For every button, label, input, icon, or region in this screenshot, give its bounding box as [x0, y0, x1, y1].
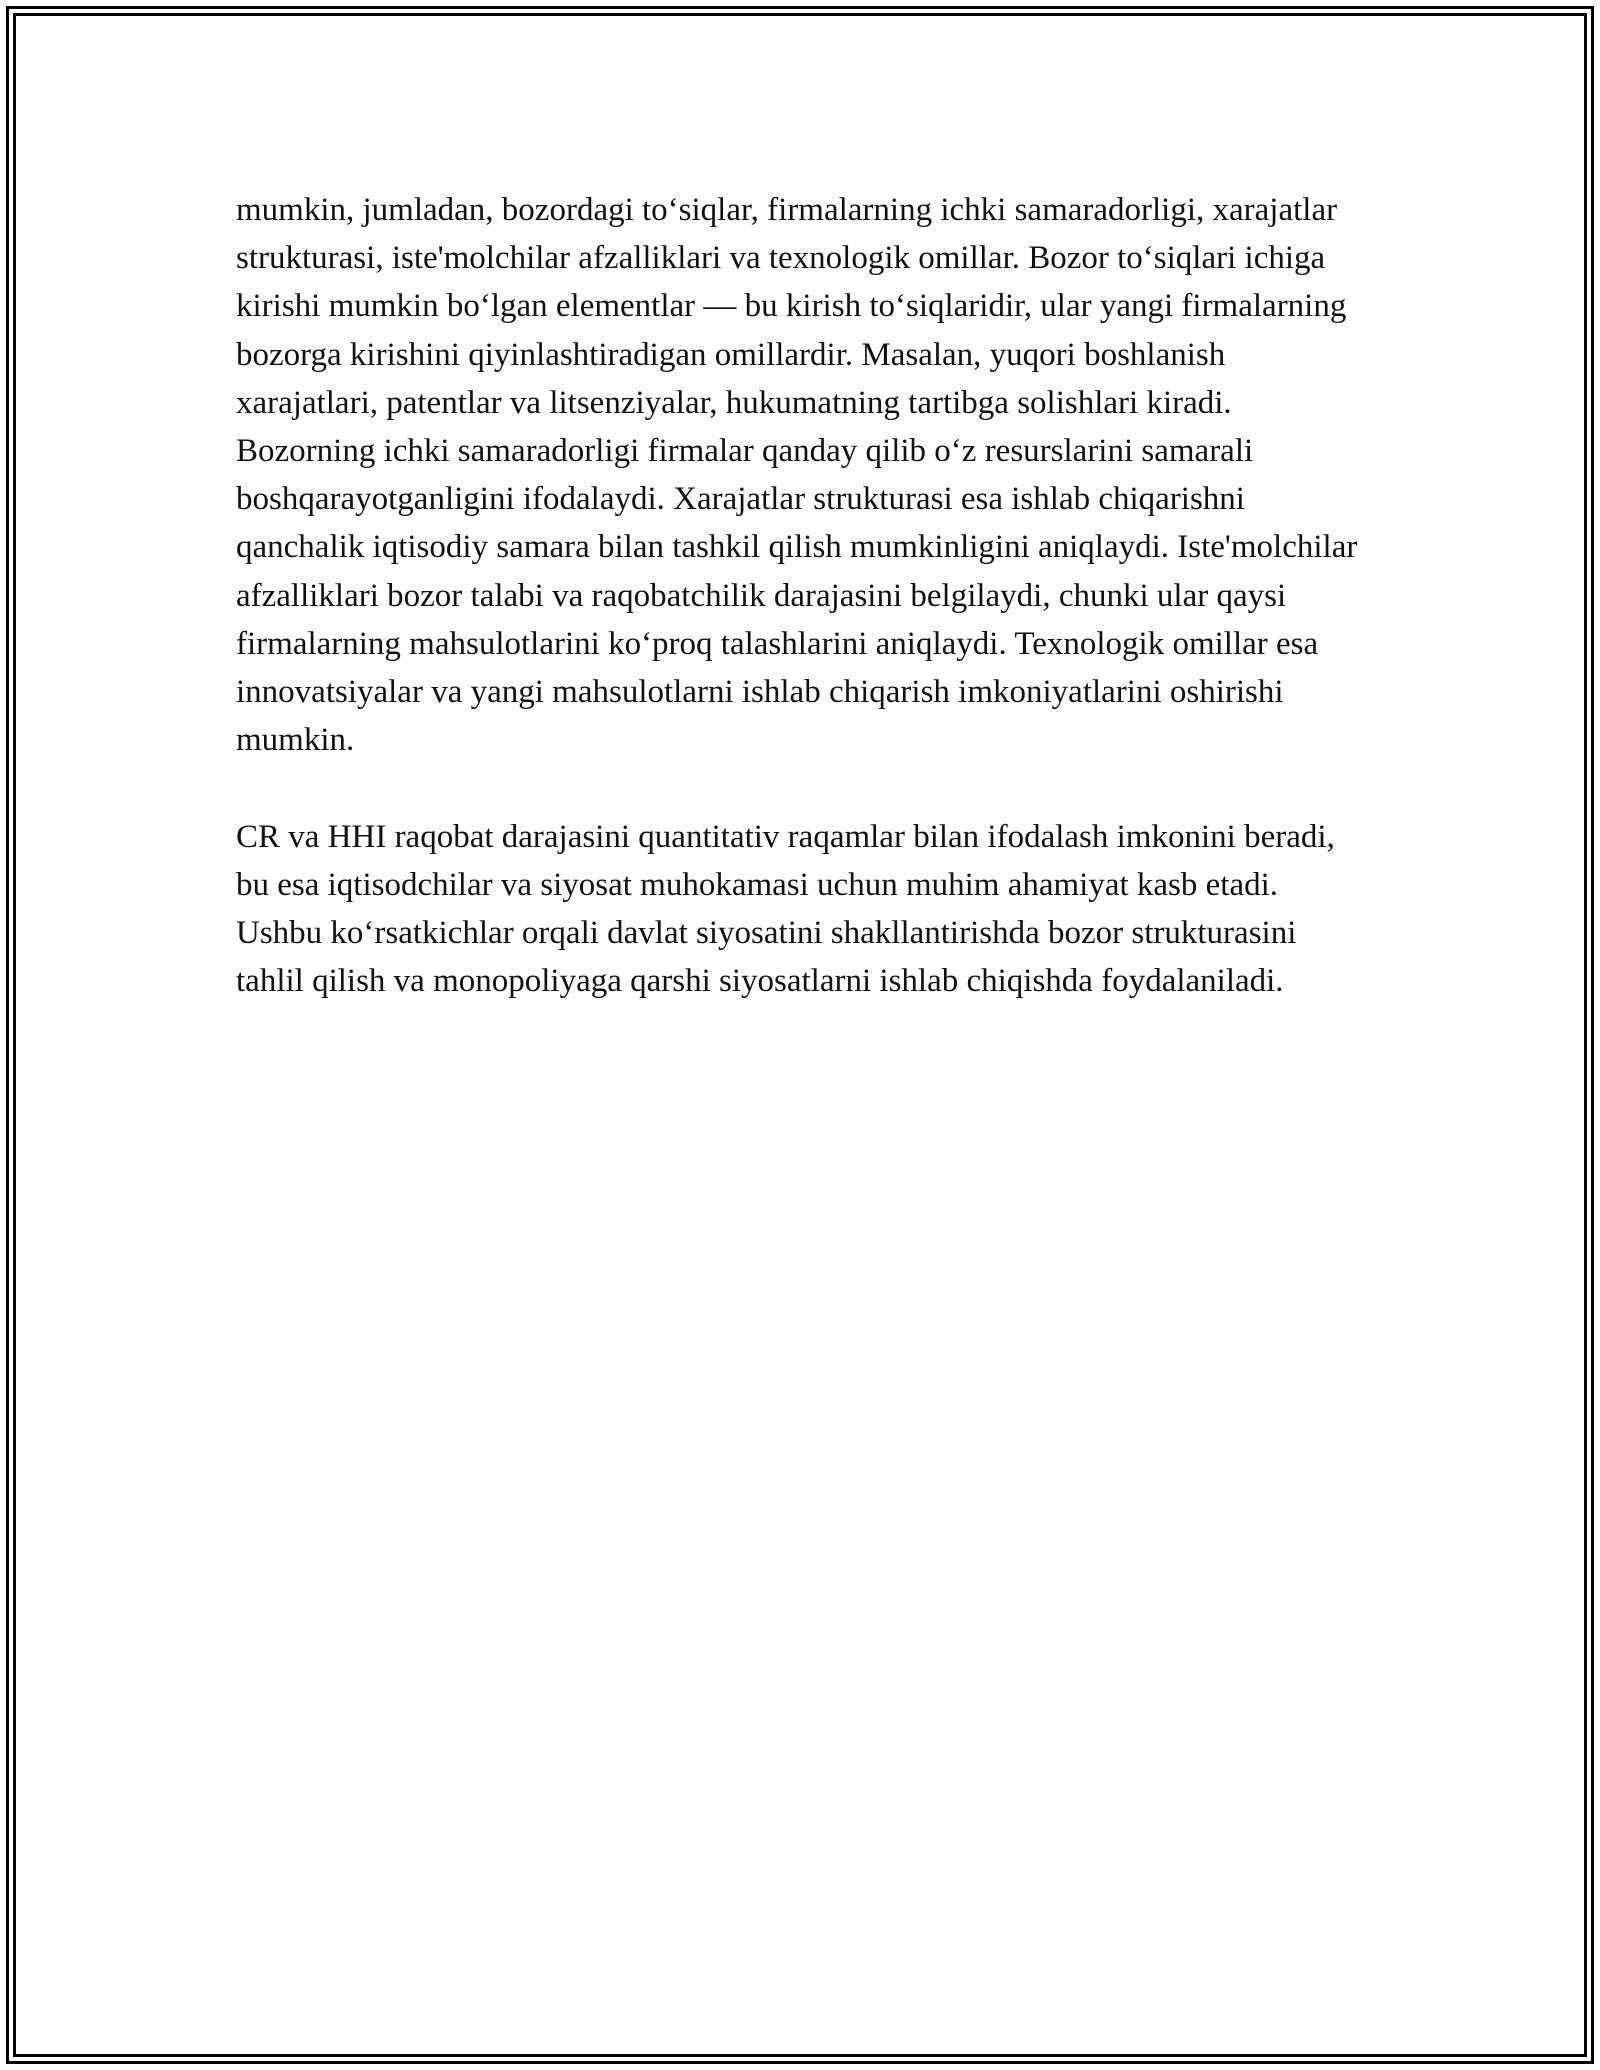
paragraph-market-factors: mumkin, jumladan, bozordagi to‘siqlar, firmalarning ichki samaradorligi, xarajatlar strukturasi, iste'molchilar afzalliklari va texnologik omillar. Bozor to‘siqlari ichiga kirishi mumkin bo‘lgan elementlar — bu kirish to‘siqlaridir, ular yangi firmalarning bozorga kirishini qiyinlashtiradigan omillardir. Masalan, yuqori boshlanish xarajatlari, patentlar va litsenziyalar, hukumatning tartibga solishlari kiradi. Bozorning ichki samaradorligi firmalar qanday qilib o‘z resurslarini samarali boshqarayotganligini ifodalaydi. Xarajatlar strukturasi esa ishlab chiqarishni qanchalik iqtisodiy samara bilan tashkil qilish mumkinligini aniqlaydi. Iste'molchilar afzalliklari bozor talabi va raqobatchilik darajasini belgilaydi, chunki ular qaysi firmalarning mahsulotlarini ko‘proq talashlarini aniqlaydi. Texnologik omillar esa innovatsiyalar va yangi mahsulotlarni ishlab chiqarish imkoniyatlarini oshirishi mumkin. [236, 192, 1358, 759]
document-body [236, 186, 1371, 1005]
paragraph-cr-hhi: CR va HHI raqobat darajasini quantitativ raqamlar bilan ifodalash imkonini beradi, bu esa iqtisodchilar va siyosat muhokamasi uchun muhim ahamiyat kasb etadi. Ushbu ko‘rsatkichlar orqali davlat siyosatini shakllantirishda bozor strukturasini tahlil qilish va monopoliyaga qarshi siyosatlarni ishlab chiqishda foydalaniladi. [236, 818, 1335, 1000]
